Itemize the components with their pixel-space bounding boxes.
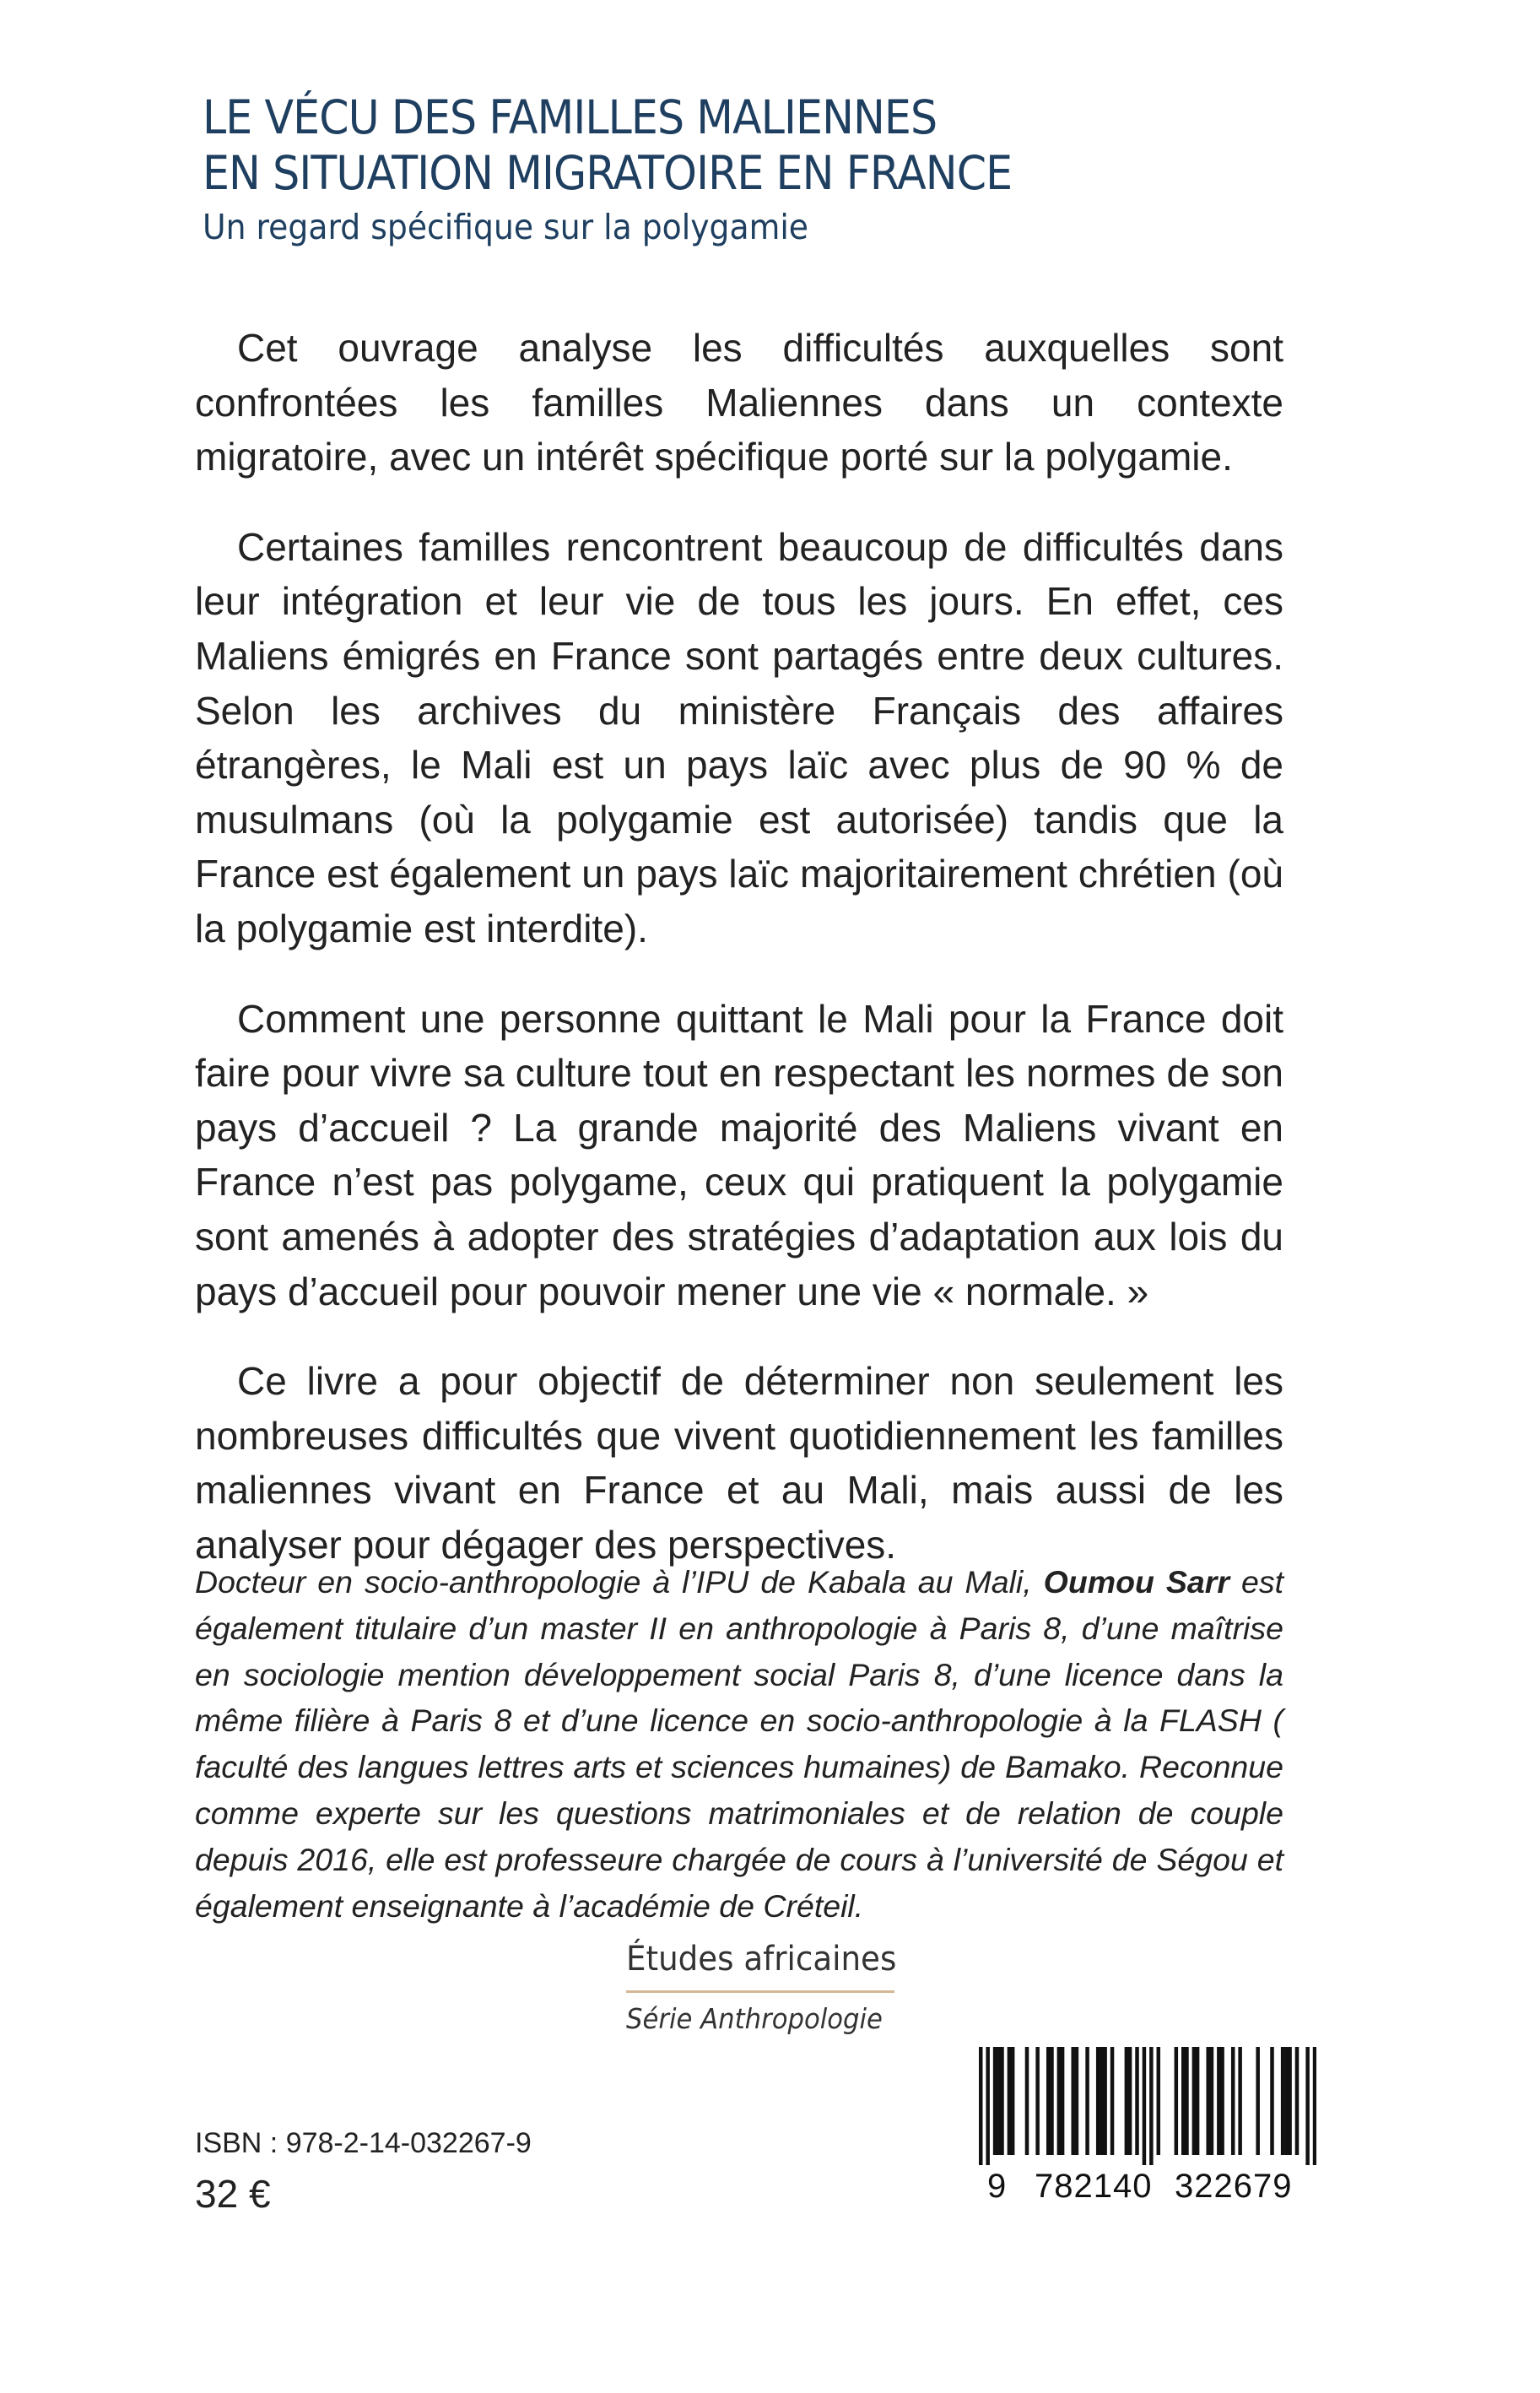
barcode-bars <box>979 2047 1316 2165</box>
author-bio <box>195 1559 1283 1929</box>
barcode-right-digits: 322679 <box>1175 2168 1293 2205</box>
barcode-bar <box>1110 2047 1115 2155</box>
barcode-bar <box>993 2047 997 2155</box>
book-subtitle: Un regard spécifique sur la polygamie <box>203 207 809 247</box>
barcode-lead-digit: 9 <box>987 2168 1007 2205</box>
barcode-bar <box>1231 2047 1235 2155</box>
barcode-bar <box>1270 2047 1274 2155</box>
author-bio-intro: Docteur en socio-anthropologie à l’IPU de Kabala au Mali, <box>195 1564 1044 1600</box>
barcode-bar <box>1288 2047 1292 2155</box>
barcode-bar <box>1210 2047 1214 2155</box>
barcode-bar <box>1075 2047 1079 2155</box>
summary-text <box>195 321 1283 1607</box>
title-line-2: EN SITUATION MIGRATOIRE EN FRANCE <box>203 146 1013 200</box>
barcode-bar <box>1000 2047 1004 2155</box>
summary-paragraph-1: Cet ouvrage analyse les difficultés auxquelles sont confrontées les familles Maliennes dans un contexte migratoire, avec un intérêt spécifique porté sur la polygamie. <box>195 326 1283 479</box>
barcode-bar <box>1206 2047 1210 2155</box>
barcode-bar <box>1256 2047 1260 2155</box>
barcode-bar <box>1050 2047 1054 2155</box>
barcode-bar <box>1096 2047 1100 2155</box>
barcode-bar <box>1284 2047 1289 2155</box>
author-name: Oumou Sarr <box>1043 1564 1229 1600</box>
series-name: Études africaines <box>626 1940 897 1979</box>
barcode-bar <box>1143 2047 1147 2165</box>
barcode-bar <box>997 2047 1001 2155</box>
barcode-bar <box>1238 2047 1242 2155</box>
barcode-bar <box>1011 2047 1015 2155</box>
barcode-bar <box>1025 2047 1029 2155</box>
barcode-bar <box>1175 2047 1179 2155</box>
barcode-bar <box>1071 2047 1075 2155</box>
barcode-bar <box>1185 2047 1189 2155</box>
barcode-bar <box>1313 2047 1316 2165</box>
barcode-bar <box>1181 2047 1186 2155</box>
barcode-bar <box>1157 2047 1161 2155</box>
author-bio-paragraph <box>195 1559 1283 1929</box>
barcode-bar <box>1103 2047 1107 2155</box>
barcode-bar <box>1100 2047 1104 2155</box>
barcode-bar <box>1057 2047 1062 2155</box>
author-bio-details: est également titulaire d’un master II en anthropologie à Paris 8, d’une maîtrise en sociologie mention développement social Paris 8, d’une licence dans la même filière à Paris 8 et d’une licence en socio-anthropologie à la FLASH ( faculté des langues lettres arts et sciences humaines) de Bamako. Reconnue comme experte sur les questions matrimoniales et de relation de couple depuis 2016, elle est professeure chargée de cours à l’université de Ségou et également enseignante à l’académie de Créteil. <box>195 1564 1283 1924</box>
barcode-bar <box>1008 2047 1012 2155</box>
barcode-bar <box>1046 2047 1051 2155</box>
price: 32 € <box>195 2172 271 2216</box>
barcode-bar <box>1135 2047 1139 2155</box>
barcode-bar <box>1061 2047 1065 2155</box>
isbn: ISBN : 978-2-14-032267-9 <box>195 2127 532 2159</box>
barcode-bar <box>1125 2047 1129 2155</box>
barcode-bar <box>1035 2047 1040 2155</box>
barcode-bar <box>1220 2047 1224 2155</box>
title-line-1: LE VÉCU DES FAMILLES MALIENNES <box>203 90 938 144</box>
series-divider <box>626 1990 894 1993</box>
summary-paragraph-2: Certaines familles rencontrent beaucoup de difficultés dans leur intégration et leur vie de tous les jours. En effet, ces Maliens émigrés en France sont partagés entre deux cultures. Selon les archives du ministère Français des affaires étrangères, le Mali est un pays laïc avec plus de 90 % de musulmans (où la polygamie est autorisée) tandis que la France est également un pays laïc majoritairement chrétien (où la polygamie est interdite). <box>195 524 1283 950</box>
barcode-bar <box>1085 2047 1089 2155</box>
series-subseries: Série Anthropologie <box>626 2002 883 2035</box>
barcode-bar <box>1295 2047 1300 2155</box>
barcode-left-digits: 782140 <box>1035 2168 1153 2205</box>
barcode-bar <box>1128 2047 1132 2155</box>
summary-paragraph-4: Ce livre a pour objectif de déterminer non seulement les nombreuses difficultés que vivent quotidiennement les familles maliennes vivant en France et au Mali, mais aussi de les analyser pour dégager des perspectives. <box>195 1359 1283 1567</box>
barcode-bar <box>979 2047 983 2165</box>
summary-paragraph-3: Comment une personne quittant le Mali pour la France doit faire pour vivre sa culture tout en respectant les normes de son pays d’accueil ? La grande majorité des Maliens vivant en France n’est pas polygame, ceux qui pratiquent la polygamie sont amenés à adopter des stratégies d’adaptation aux lois du pays d’accueil pour pouvoir mener une vie « normale. » <box>195 996 1283 1313</box>
book-title <box>203 89 1289 201</box>
barcode-bar <box>1305 2047 1310 2165</box>
barcode-bar <box>986 2047 990 2165</box>
barcode-bar <box>1217 2047 1221 2155</box>
barcode-bar <box>1196 2047 1200 2155</box>
barcode-bar <box>1281 2047 1285 2155</box>
barcode-bar <box>1149 2047 1154 2165</box>
barcode-bar <box>1192 2047 1197 2155</box>
